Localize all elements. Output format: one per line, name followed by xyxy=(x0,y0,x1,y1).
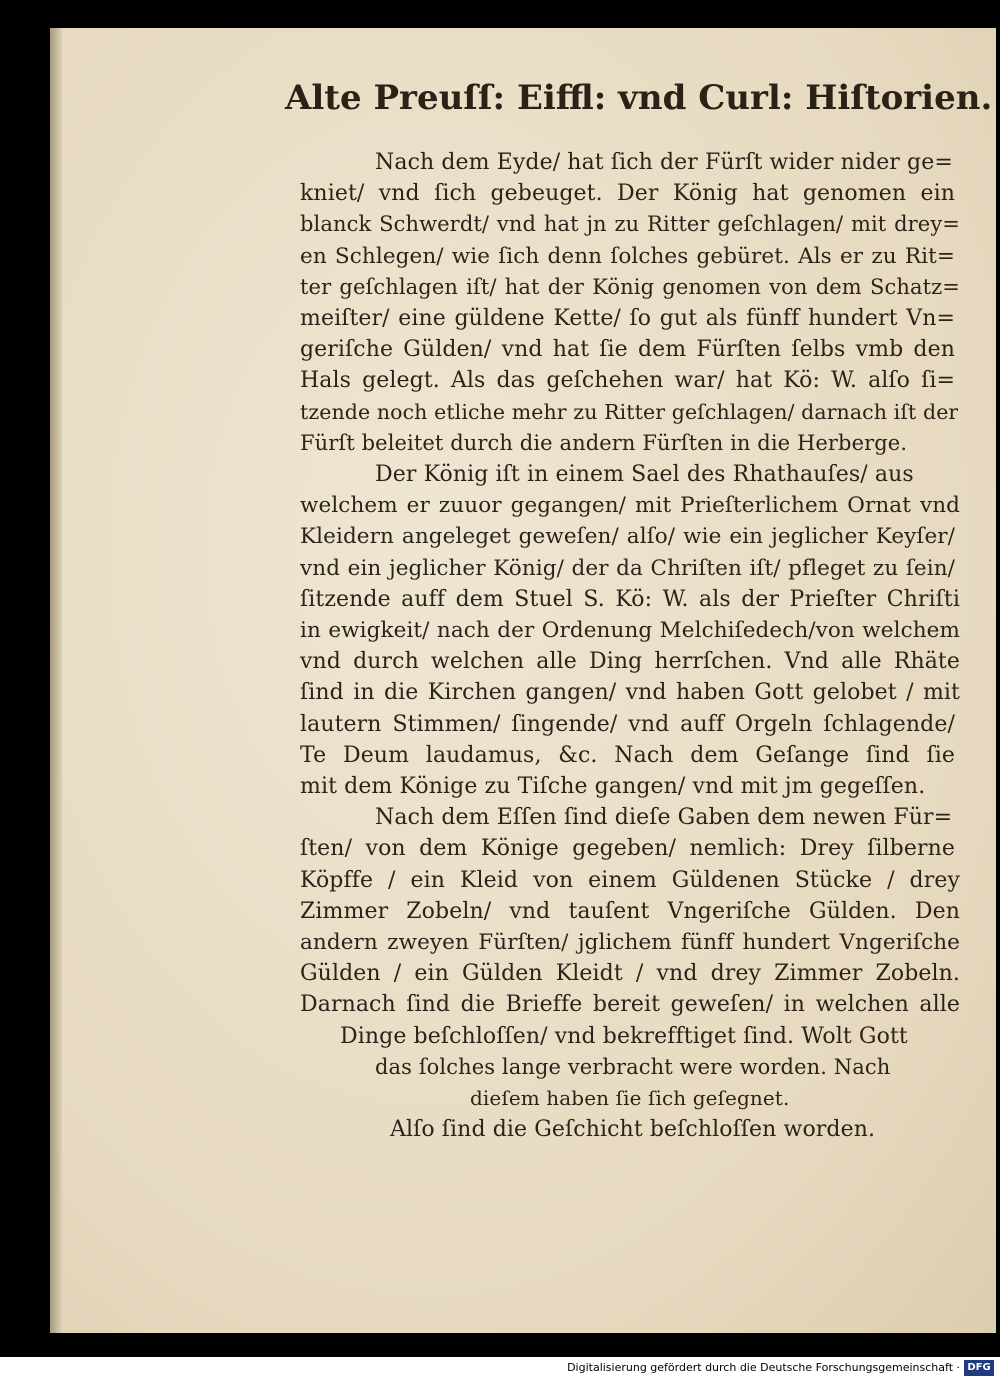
text-line: Der König iſt in einem Sael des Rhathauſes/ aus xyxy=(375,462,914,487)
text-line: ſten/ von dem Könige gegeben/ nemlich: Drey ſilberne xyxy=(300,836,955,861)
text-line: lautern Stimmen/ ſingende/ vnd auff Orgeln ſchlagende/ xyxy=(300,712,955,737)
text-line: Fürſt beleitet durch die andern Fürſten in die Herberge. xyxy=(300,431,908,455)
text-line: Hals gelegt. Als das geſchehen war/ hat Kö: W. alſo ſi= xyxy=(300,368,955,393)
text-line: kniet/ vnd ſich gebeuget. Der König hat genomen ein xyxy=(300,181,955,206)
text-line: Nach dem Eſſen ſind dieſe Gaben dem newen Für= xyxy=(375,805,953,830)
text-line: Zimmer Zobeln/ vnd tauſent Vngeriſche Gülden. Den xyxy=(300,899,960,924)
text-line: Alſo ſind die Geſchicht beſchloſſen worden. xyxy=(390,1117,876,1142)
text-line: Gülden / ein Gülden Kleidt / vnd drey Zimmer Zobeln. xyxy=(300,961,960,986)
text-line: ter geſchlagen iſt/ hat der König genomen von dem Schatz= xyxy=(300,275,960,299)
text-line: Darnach ſind die Brieffe bereit geweſen/ in welchen alle xyxy=(300,992,960,1017)
text-line: Kleidern angeleget geweſen/ alſo/ wie ein jeglicher Keyſer/ xyxy=(300,524,955,549)
running-heading: Alte Preuſſ: Eiffl: vnd Curl: Hiſtorien. xyxy=(285,78,993,118)
text-line: mit dem Könige zu Tiſche gangen/ vnd mit jm gegeſſen. xyxy=(300,774,926,799)
text-line: en Schlegen/ wie ſich denn ſolches gebüret. Als er zu Rit= xyxy=(300,244,955,269)
funding-notice: Digitalisierung gefördert durch die Deutsche Forschungsgemeinschaft · xyxy=(567,1361,960,1374)
text-line: vnd ein jeglicher König/ der da Chriſten iſt/ pfleget zu ſein/ xyxy=(300,556,955,581)
page-spine-shadow xyxy=(50,28,62,1333)
text-line: Köpffe / ein Kleid von einem Güldenen Stücke / drey xyxy=(300,868,960,893)
text-line: meiſter/ eine güldene Kette/ ſo gut als fünff hundert Vn= xyxy=(300,306,955,331)
text-line: blanck Schwerdt/ vnd hat jn zu Ritter geſchlagen/ mit drey= xyxy=(300,212,960,236)
text-line: andern zweyen Fürſten/ jglichem fünff hundert Vngeriſche xyxy=(300,930,960,955)
text-line: ſind in die Kirchen gangen/ vnd haben Gott gelobet / mit xyxy=(300,680,960,705)
dfg-logo: DFG xyxy=(964,1360,994,1376)
text-line: ſitzende auff dem Stuel S. Kö: W. als der Prieſter Chriſti xyxy=(300,587,960,612)
text-line: dieſem haben ſie ſich geſegnet. xyxy=(470,1086,790,1110)
text-line: das ſolches lange verbracht were worden. Nach xyxy=(375,1055,891,1079)
text-line: vnd durch welchen alle Ding herrſchen. Vnd alle Rhäte xyxy=(300,649,960,674)
text-line: in ewigkeit/ nach der Ordenung Melchiſedech/von welchem xyxy=(300,618,960,643)
text-line: welchem er zuuor gegangen/ mit Prieſterlichem Ornat vnd xyxy=(300,493,960,518)
text-line: Dinge beſchloſſen/ vnd bekrefftiget ſind. Wolt Gott xyxy=(340,1024,908,1049)
footer-bar xyxy=(0,1357,1000,1380)
text-line: geriſche Gülden/ vnd hat ſie dem Fürſten ſelbs vmb den xyxy=(300,337,955,362)
text-line: tzende noch etliche mehr zu Ritter geſchlagen/ darnach iſt der xyxy=(300,400,958,424)
text-line: Nach dem Eyde/ hat ſich der Fürſt wider nider ge= xyxy=(375,150,953,175)
text-line: Te Deum laudamus, &c. Nach dem Geſange ſind ſie xyxy=(300,743,955,768)
